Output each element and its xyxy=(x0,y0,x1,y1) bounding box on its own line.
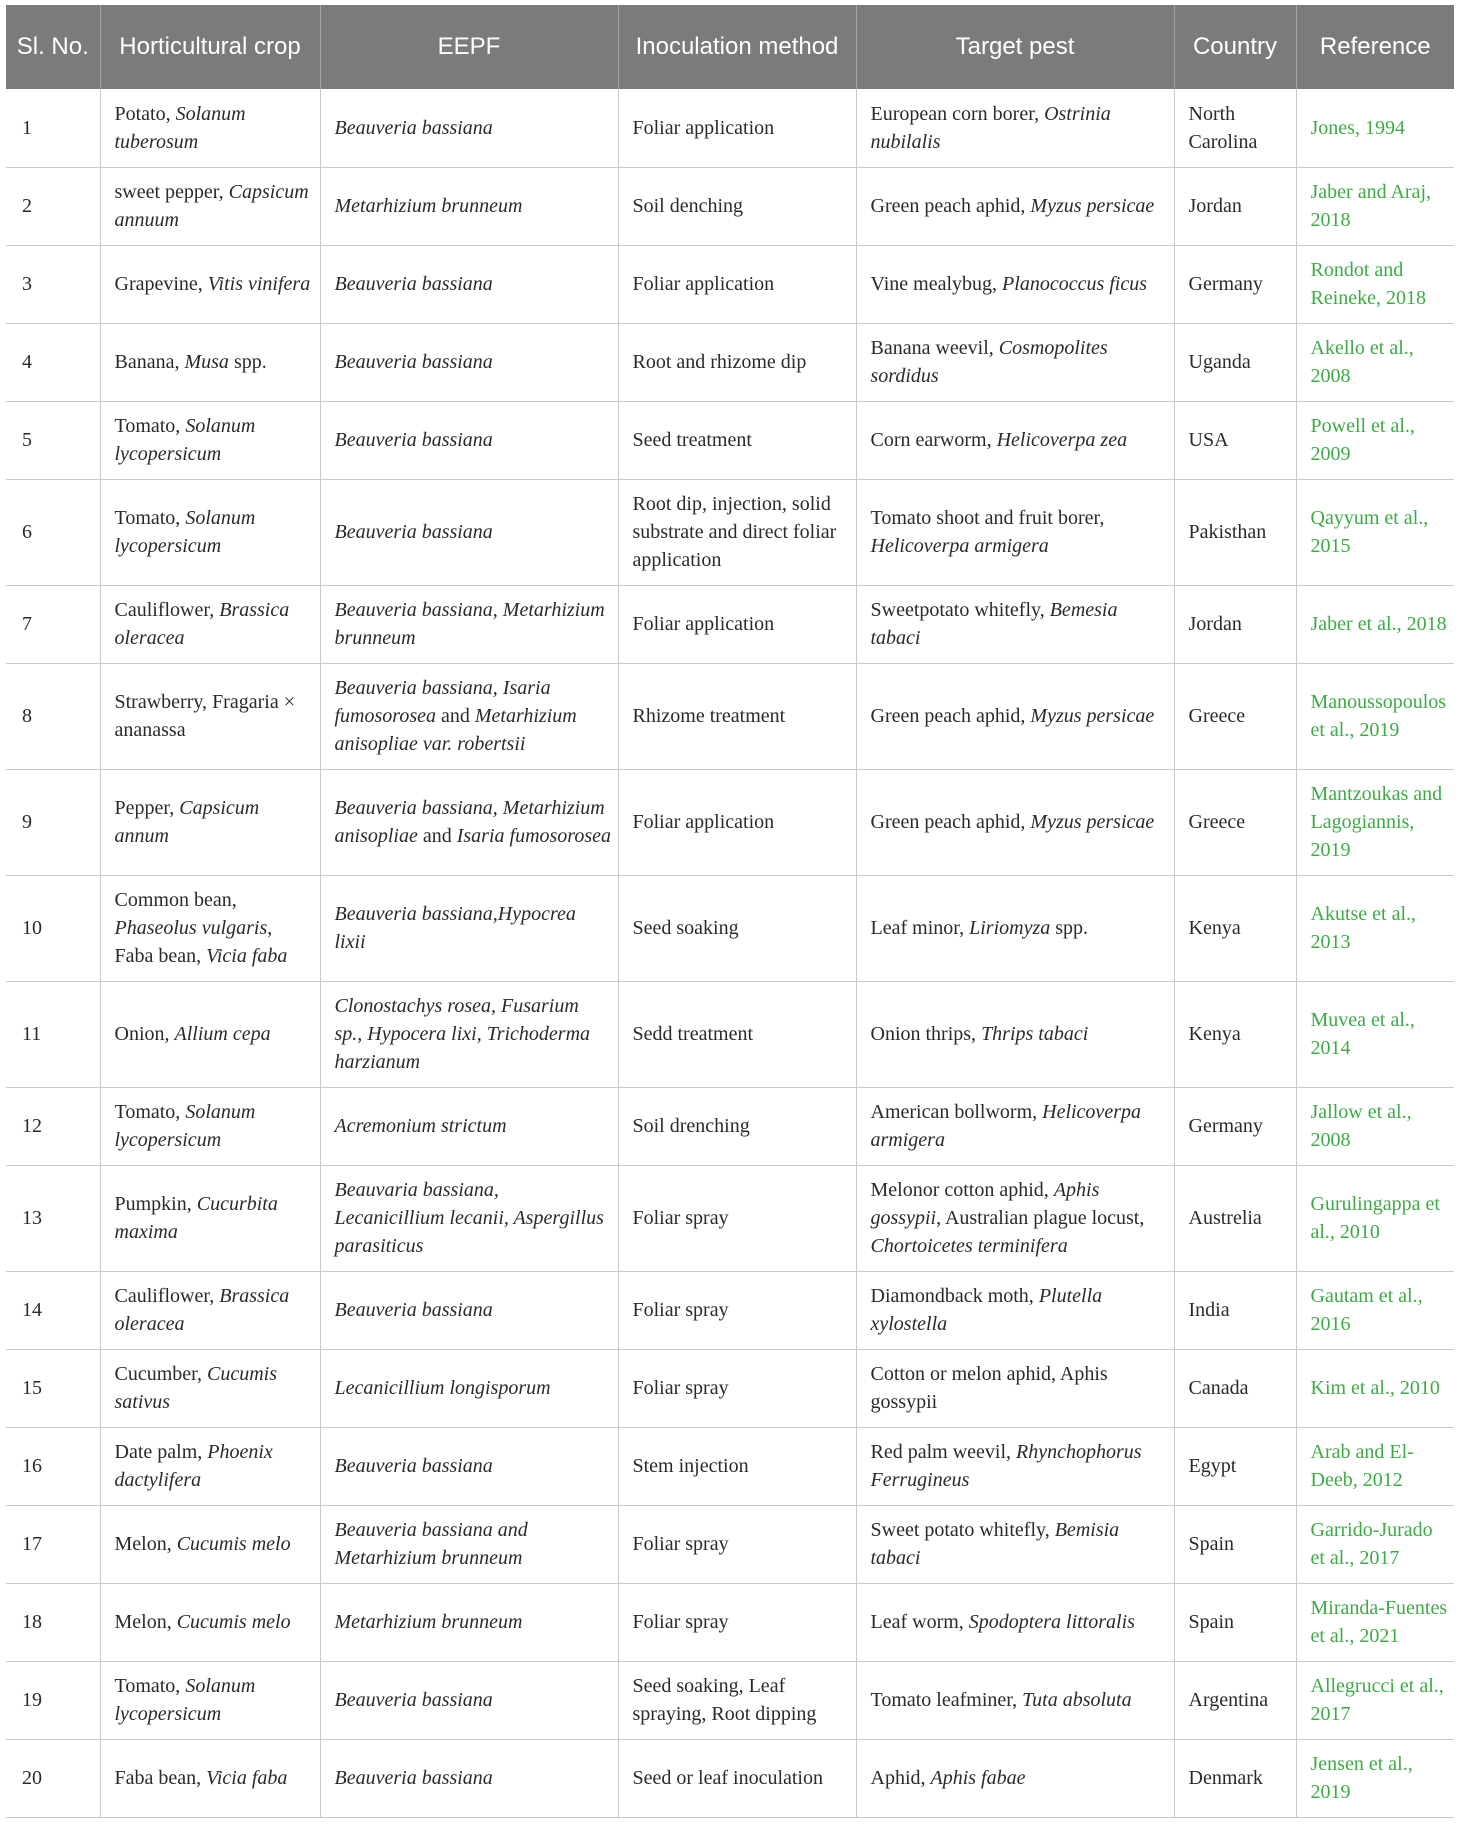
cell-eepf: Lecanicillium longisporum xyxy=(320,1349,618,1427)
header-reference: Reference xyxy=(1296,5,1454,89)
cell-crop: sweet pepper, Capsicum annuum xyxy=(100,167,320,245)
table-row xyxy=(6,89,1454,167)
cell-method: Stem injection xyxy=(618,1427,856,1505)
cell-method: Foliar application xyxy=(618,585,856,663)
table-row xyxy=(6,585,1454,663)
cell-no: 13 xyxy=(6,1165,100,1271)
cell-no: 2 xyxy=(6,167,100,245)
cell-pest: Tomato shoot and fruit borer, Helicoverpa armigera xyxy=(856,479,1174,585)
table-row xyxy=(6,1739,1454,1817)
cell-pest: Corn earworm, Helicoverpa zea xyxy=(856,401,1174,479)
cell-no: 12 xyxy=(6,1087,100,1165)
cell-eepf: Beauveria bassiana, Metarhizium brunneum xyxy=(320,585,618,663)
reference-link[interactable]: Akello et al., 2008 xyxy=(1296,323,1454,401)
cell-method: Seed treatment xyxy=(618,401,856,479)
cell-crop: Tomato, Solanum lycopersicum xyxy=(100,401,320,479)
cell-country: Austrelia xyxy=(1174,1165,1296,1271)
cell-eepf: Beauveria bassiana xyxy=(320,245,618,323)
reference-link[interactable]: Jones, 1994 xyxy=(1296,89,1454,167)
cell-no: 3 xyxy=(6,245,100,323)
header-eepf: EEPF xyxy=(320,5,618,89)
header-sl-no: Sl. No. xyxy=(6,5,100,89)
table-row xyxy=(6,1087,1454,1165)
header-crop: Horticultural crop xyxy=(100,5,320,89)
table-row xyxy=(6,401,1454,479)
cell-crop: Common bean, Phaseolus vulgaris, Faba bean, Vicia faba xyxy=(100,875,320,981)
reference-link[interactable]: Jaber et al., 2018 xyxy=(1296,585,1454,663)
table-container xyxy=(6,5,1454,1818)
cell-method: Foliar spray xyxy=(618,1349,856,1427)
reference-link[interactable]: Jaber and Araj, 2018 xyxy=(1296,167,1454,245)
cell-pest: Tomato leafminer, Tuta absoluta xyxy=(856,1661,1174,1739)
reference-link[interactable]: Qayyum et al., 2015 xyxy=(1296,479,1454,585)
table-row xyxy=(6,1349,1454,1427)
reference-link[interactable]: Powell et al., 2009 xyxy=(1296,401,1454,479)
header-pest: Target pest xyxy=(856,5,1174,89)
cell-method: Foliar application xyxy=(618,769,856,875)
table-row xyxy=(6,875,1454,981)
cell-pest: Cotton or melon aphid, Aphis gossypii xyxy=(856,1349,1174,1427)
cell-country: Spain xyxy=(1174,1505,1296,1583)
cell-no: 14 xyxy=(6,1271,100,1349)
cell-method: Seed soaking, Leaf spraying, Root dipping xyxy=(618,1661,856,1739)
header-method: Inoculation method xyxy=(618,5,856,89)
cell-country: Greece xyxy=(1174,769,1296,875)
cell-country: USA xyxy=(1174,401,1296,479)
reference-link[interactable]: Manoussopoulos et al., 2019 xyxy=(1296,663,1454,769)
reference-link[interactable]: Gurulingappa et al., 2010 xyxy=(1296,1165,1454,1271)
cell-country: Germany xyxy=(1174,1087,1296,1165)
eepf-table xyxy=(6,5,1454,1818)
cell-method: Foliar spray xyxy=(618,1583,856,1661)
cell-eepf: Beauveria bassiana and Metarhizium brunneum xyxy=(320,1505,618,1583)
reference-link[interactable]: Miranda-Fuentes et al., 2021 xyxy=(1296,1583,1454,1661)
cell-no: 11 xyxy=(6,981,100,1087)
cell-crop: Cucumber, Cucumis sativus xyxy=(100,1349,320,1427)
cell-country: Kenya xyxy=(1174,981,1296,1087)
cell-no: 9 xyxy=(6,769,100,875)
cell-pest: Vine mealybug, Planococcus ficus xyxy=(856,245,1174,323)
reference-link[interactable]: Garrido-Jurado et al., 2017 xyxy=(1296,1505,1454,1583)
cell-no: 6 xyxy=(6,479,100,585)
cell-eepf: Beauveria bassiana xyxy=(320,1739,618,1817)
cell-method: Root dip, injection, solid substrate and direct foliar application xyxy=(618,479,856,585)
table-row xyxy=(6,1165,1454,1271)
cell-country: Spain xyxy=(1174,1583,1296,1661)
reference-link[interactable]: Kim et al., 2010 xyxy=(1296,1349,1454,1427)
cell-pest: European corn borer, Ostrinia nubilalis xyxy=(856,89,1174,167)
cell-country: Pakisthan xyxy=(1174,479,1296,585)
reference-link[interactable]: Gautam et al., 2016 xyxy=(1296,1271,1454,1349)
table-row xyxy=(6,981,1454,1087)
cell-crop: Cauliflower, Brassica oleracea xyxy=(100,1271,320,1349)
cell-eepf: Acremonium strictum xyxy=(320,1087,618,1165)
cell-eepf: Beauveria bassiana xyxy=(320,1271,618,1349)
header-row xyxy=(6,5,1454,89)
cell-method: Seed soaking xyxy=(618,875,856,981)
cell-eepf: Beauveria bassiana xyxy=(320,479,618,585)
cell-crop: Onion, Allium cepa xyxy=(100,981,320,1087)
cell-crop: Grapevine, Vitis vinifera xyxy=(100,245,320,323)
reference-link[interactable]: Arab and El-Deeb, 2012 xyxy=(1296,1427,1454,1505)
cell-crop: Banana, Musa spp. xyxy=(100,323,320,401)
cell-crop: Pumpkin, Cucurbita maxima xyxy=(100,1165,320,1271)
cell-pest: Green peach aphid, Myzus persicae xyxy=(856,769,1174,875)
cell-country: Kenya xyxy=(1174,875,1296,981)
cell-crop: Potato, Solanum tuberosum xyxy=(100,89,320,167)
cell-method: Soil drenching xyxy=(618,1087,856,1165)
table-row xyxy=(6,245,1454,323)
cell-country: Jordan xyxy=(1174,585,1296,663)
cell-method: Soil denching xyxy=(618,167,856,245)
table-row xyxy=(6,1427,1454,1505)
cell-pest: Green peach aphid, Myzus persicae xyxy=(856,167,1174,245)
cell-country: Argentina xyxy=(1174,1661,1296,1739)
cell-no: 16 xyxy=(6,1427,100,1505)
cell-country: India xyxy=(1174,1271,1296,1349)
cell-eepf: Metarhizium brunneum xyxy=(320,167,618,245)
cell-country: Canada xyxy=(1174,1349,1296,1427)
cell-eepf: Beauveria bassiana, Metarhizium anisopliae and Isaria fumosorosea xyxy=(320,769,618,875)
cell-crop: Cauliflower, Brassica oleracea xyxy=(100,585,320,663)
cell-pest: Onion thrips, Thrips tabaci xyxy=(856,981,1174,1087)
cell-method: Sedd treatment xyxy=(618,981,856,1087)
cell-pest: American bollworm, Helicoverpa armigera xyxy=(856,1087,1174,1165)
reference-link[interactable]: Allegrucci et al., 2017 xyxy=(1296,1661,1454,1739)
cell-country: Uganda xyxy=(1174,323,1296,401)
cell-pest: Red palm weevil, Rhynchophorus Ferrugineus xyxy=(856,1427,1174,1505)
cell-eepf: Beauveria bassiana,Hypocrea lixii xyxy=(320,875,618,981)
cell-eepf: Beauveria bassiana xyxy=(320,1427,618,1505)
cell-pest: Leaf worm, Spodoptera littoralis xyxy=(856,1583,1174,1661)
cell-country: Egypt xyxy=(1174,1427,1296,1505)
cell-no: 7 xyxy=(6,585,100,663)
cell-pest: Leaf minor, Liriomyza spp. xyxy=(856,875,1174,981)
table-row xyxy=(6,479,1454,585)
header-country: Country xyxy=(1174,5,1296,89)
cell-method: Seed or leaf inoculation xyxy=(618,1739,856,1817)
reference-link[interactable]: Jallow et al., 2008 xyxy=(1296,1087,1454,1165)
reference-link[interactable]: Muvea et al., 2014 xyxy=(1296,981,1454,1087)
cell-country: Germany xyxy=(1174,245,1296,323)
cell-method: Foliar spray xyxy=(618,1505,856,1583)
cell-country: Denmark xyxy=(1174,1739,1296,1817)
cell-eepf: Clonostachys rosea, Fusarium sp., Hypocera lixi, Trichoderma harzianum xyxy=(320,981,618,1087)
cell-pest: Aphid, Aphis fabae xyxy=(856,1739,1174,1817)
table-row xyxy=(6,1661,1454,1739)
cell-no: 20 xyxy=(6,1739,100,1817)
table-row xyxy=(6,1505,1454,1583)
reference-link[interactable]: Rondot and Reineke, 2018 xyxy=(1296,245,1454,323)
cell-crop: Melon, Cucumis melo xyxy=(100,1583,320,1661)
cell-no: 8 xyxy=(6,663,100,769)
cell-pest: Melonor cotton aphid, Aphis gossypii, Australian plague locust, Chortoicetes terminifera xyxy=(856,1165,1174,1271)
cell-country: Greece xyxy=(1174,663,1296,769)
table-row xyxy=(6,1583,1454,1661)
cell-eepf: Beauveria bassiana xyxy=(320,89,618,167)
cell-crop: Tomato, Solanum lycopersicum xyxy=(100,1661,320,1739)
cell-method: Foliar application xyxy=(618,89,856,167)
cell-method: Foliar spray xyxy=(618,1271,856,1349)
table-row xyxy=(6,167,1454,245)
cell-country: Jordan xyxy=(1174,167,1296,245)
cell-crop: Tomato, Solanum lycopersicum xyxy=(100,479,320,585)
cell-pest: Banana weevil, Cosmopolites sordidus xyxy=(856,323,1174,401)
table-row xyxy=(6,663,1454,769)
cell-no: 5 xyxy=(6,401,100,479)
cell-no: 10 xyxy=(6,875,100,981)
cell-eepf: Beauveria bassiana, Isaria fumosorosea and Metarhizium anisopliae var. robertsii xyxy=(320,663,618,769)
table-row xyxy=(6,1271,1454,1349)
cell-no: 4 xyxy=(6,323,100,401)
cell-no: 1 xyxy=(6,89,100,167)
cell-crop: Strawberry, Fragaria × ananassa xyxy=(100,663,320,769)
cell-crop: Faba bean, Vicia faba xyxy=(100,1739,320,1817)
cell-pest: Sweet potato whitefly, Bemisia tabaci xyxy=(856,1505,1174,1583)
cell-method: Root and rhizome dip xyxy=(618,323,856,401)
cell-crop: Tomato, Solanum lycopersicum xyxy=(100,1087,320,1165)
cell-eepf: Beauvaria bassiana, Lecanicillium lecanii, Aspergillus parasiticus xyxy=(320,1165,618,1271)
cell-no: 15 xyxy=(6,1349,100,1427)
cell-pest: Sweetpotato whitefly, Bemesia tabaci xyxy=(856,585,1174,663)
cell-eepf: Metarhizium brunneum xyxy=(320,1583,618,1661)
table-row xyxy=(6,769,1454,875)
cell-crop: Melon, Cucumis melo xyxy=(100,1505,320,1583)
cell-method: Foliar spray xyxy=(618,1165,856,1271)
cell-method: Rhizome treatment xyxy=(618,663,856,769)
cell-eepf: Beauveria bassiana xyxy=(320,1661,618,1739)
cell-pest: Diamondback moth, Plutella xylostella xyxy=(856,1271,1174,1349)
table-row xyxy=(6,323,1454,401)
cell-eepf: Beauveria bassiana xyxy=(320,401,618,479)
cell-no: 18 xyxy=(6,1583,100,1661)
cell-crop: Pepper, Capsicum annum xyxy=(100,769,320,875)
reference-link[interactable]: Jensen et al., 2019 xyxy=(1296,1739,1454,1817)
cell-no: 17 xyxy=(6,1505,100,1583)
cell-pest: Green peach aphid, Myzus persicae xyxy=(856,663,1174,769)
cell-country: North Carolina xyxy=(1174,89,1296,167)
reference-link[interactable]: Mantzoukas and Lagogiannis, 2019 xyxy=(1296,769,1454,875)
cell-method: Foliar application xyxy=(618,245,856,323)
cell-no: 19 xyxy=(6,1661,100,1739)
reference-link[interactable]: Akutse et al., 2013 xyxy=(1296,875,1454,981)
cell-eepf: Beauveria bassiana xyxy=(320,323,618,401)
cell-crop: Date palm, Phoenix dactylifera xyxy=(100,1427,320,1505)
